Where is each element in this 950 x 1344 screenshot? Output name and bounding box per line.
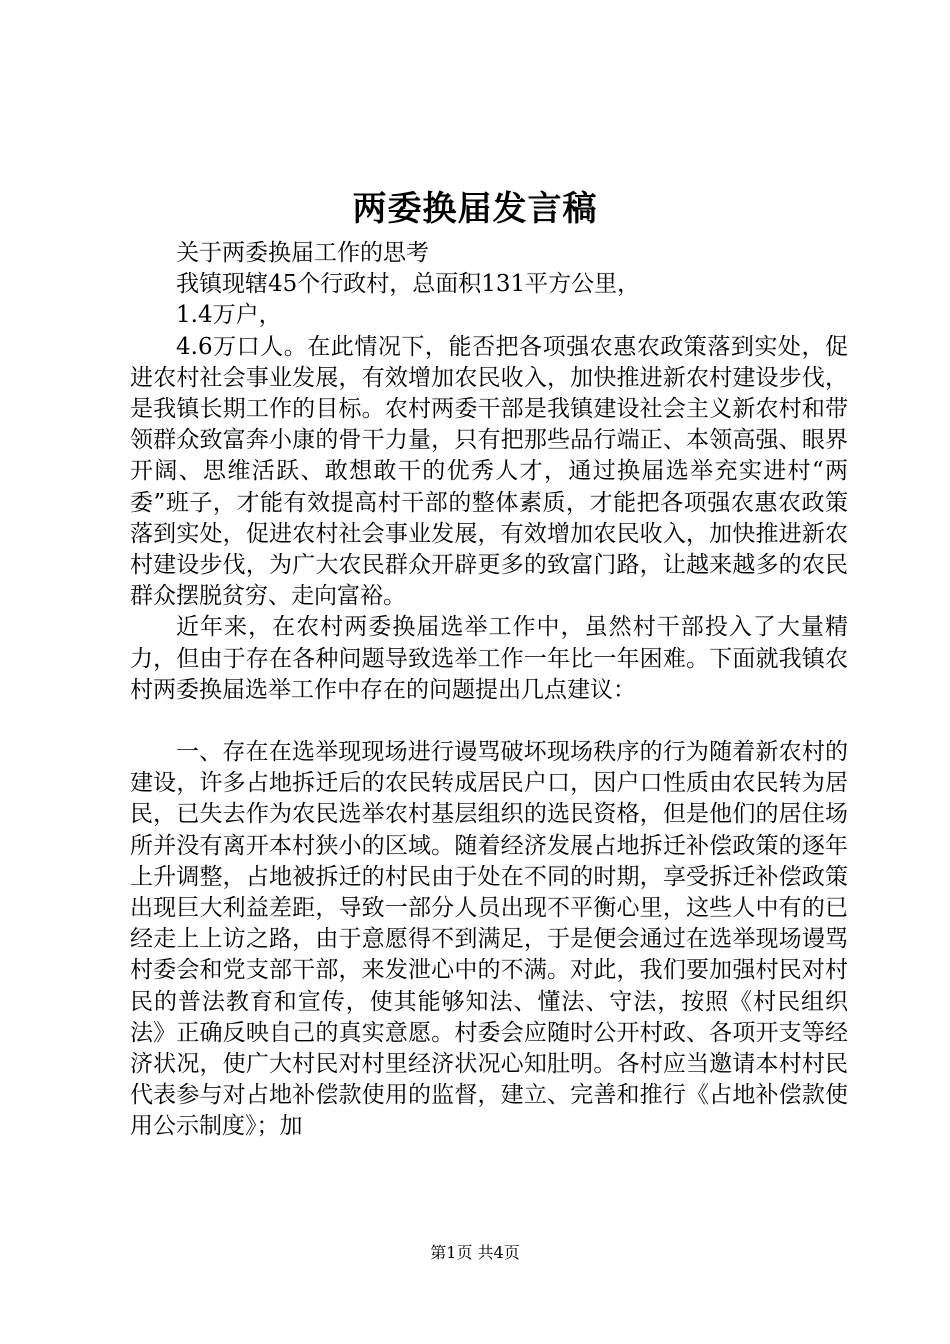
document-title: 两委换届发言稿 xyxy=(352,189,598,229)
page-footer: 第1页 共4页 xyxy=(430,1243,520,1262)
paragraph-subtitle: 关于两委换届工作的思考 xyxy=(176,240,429,266)
paragraph-statistics-households: 1.4万户， xyxy=(176,302,282,329)
paragraph-statistics-area: 我镇现辖45个行政村，总面积131平方公里， xyxy=(176,271,641,298)
paragraph-recent-years: 近年来，在农村两委换届选举工作中，虽然村干部投入了大量精力，但由于存在各种问题导致选举工作一年比一年困难。下面就我镇农村两委换届选举工作中存在的问题提出几点建议： xyxy=(130,614,848,703)
paragraph-issue-one: 一、存在在选举现现场进行谩骂破坏现场秩序的行为随着新农村的建设，许多占地拆迁后的农民转成居民户口，因户口性质由农民转为居民，已失去作为农民选举农村基层组织的选民资格，但是他们的居住场所并没有离开本村狭小的区域。随着经济发展占地拆迁补偿政策的逐年上升调整，占地被拆迁的村民由于处在不同的时期，享受拆迁补偿政策出现巨大利益差距，导致一部分人员出现不平衡心里，这些人中有的已经走上上访之路，由于意愿得不到满足，于是便会通过在选举现场谩骂村委会和党支部干部，来发泄心中的不满。对此，我们要加强村民对村民的普法教育和宣传，使其能够知法、懂法、守法，按照《村民组织法》正确反映自己的真实意愿。村委会应随时公开村政、各项开支等经济状况，使广大村民对村里经济状况心知肚明。各村应当邀请本村村民代表参与对占地补偿款使用的监督，建立、完善和推行《占地补偿款使用公示制度》；加 xyxy=(130,739,848,1140)
paragraph-goals: 4.6万口人。在此情况下，能否把各项强农惠农政策落到实处，促进农村社会事业发展，有效增加农民收入，加快推进新农村建设步伐，是我镇长期工作的目标。农村两委干部是我镇建设社会主义新农村和带领群众致富奔小康的骨干力量，只有把那些品行端正、本领高强、眼界开阔、思维活跃、敢想敢干的优秀人才，通过换届选举充实进村“两委”班子，才能有效提高村干部的整体素质，才能把各项强农惠农政策落到实处，促进农村社会事业发展，有效增加农民收入，加快推进新农村建设步伐，为广大农民群众开辟更多的致富门路，让越来越多的农民群众摆脱贫穷、走向富裕。 xyxy=(130,333,848,610)
document-body xyxy=(130,238,848,1143)
